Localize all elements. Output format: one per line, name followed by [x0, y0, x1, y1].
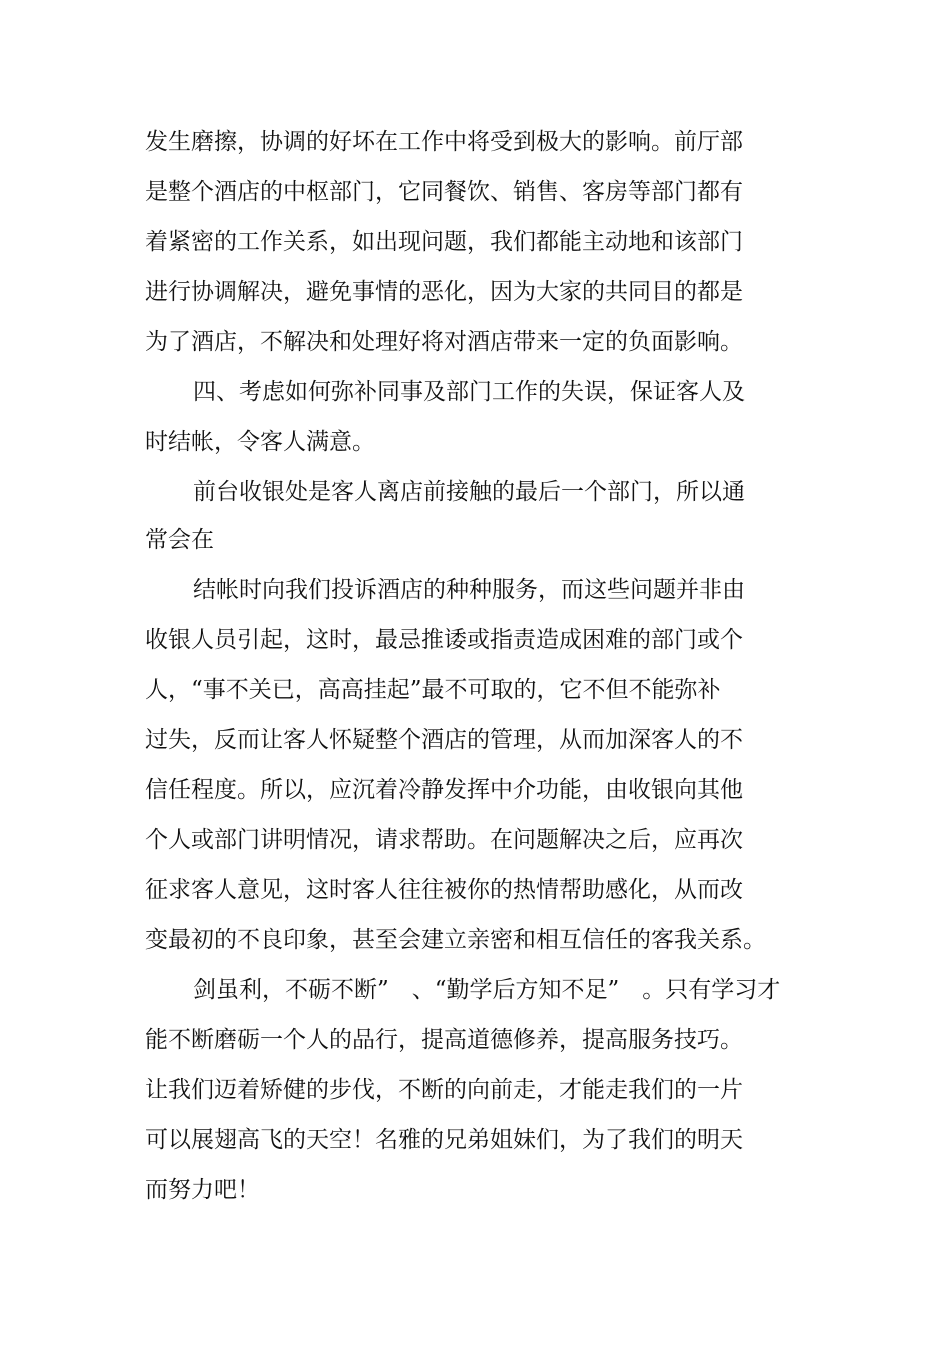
text-line: 发生磨擦，协调的好坏在工作中将受到极大的影响。前厅部	[145, 129, 743, 155]
text-line: 前台收银处是客人离店前接触的最后一个部门，所以通	[193, 479, 745, 505]
text-line: 信任程度。所以，应沉着冷静发挥中介功能，由收银向其他	[145, 777, 743, 803]
text-line: 是整个酒店的中枢部门，它同餐饮、销售、客房等部门都有	[145, 179, 743, 205]
text-line: 着紧密的工作关系，如出现问题，我们都能主动地和该部门	[145, 229, 743, 255]
text-line: 人，“事不关已，高高挂起”最不可取的，它不但不能弥补	[145, 677, 721, 703]
text-line: 可以展翅高飞的天空！名雅的兄弟姐妹们，为了我们的明天	[145, 1127, 743, 1153]
text-line: 而努力吧！	[145, 1177, 260, 1203]
text-line: 为了酒店，不解决和处理好将对酒店带来一定的负面影响。	[145, 329, 743, 355]
text-line: 常会在	[145, 527, 214, 553]
text-line: 变最初的不良印象，甚至会建立亲密和相互信任的客我关系。	[145, 927, 766, 953]
text-line: 能不断磨砺一个人的品行，提高道德修养，提高服务技巧。	[145, 1027, 743, 1053]
text-line: 征求客人意见，这时客人往往被你的热情帮助感化，从而改	[145, 877, 743, 903]
text-line: 剑虽利，不砺不断” 、“勤学后方知不足” 。只有学习才	[193, 977, 781, 1003]
text-line: 让我们迈着矫健的步伐，不断的向前走，才能走我们的一片	[145, 1077, 743, 1103]
text-line: 收银人员引起，这时，最忌推诿或指责造成困难的部门或个	[145, 627, 743, 653]
text-line: 四、考虑如何弥补同事及部门工作的失误，保证客人及	[193, 379, 745, 405]
text-line: 时结帐，令客人满意。	[145, 429, 375, 455]
text-line: 结帐时向我们投诉酒店的种种服务，而这些问题并非由	[193, 577, 745, 603]
text-line: 进行协调解决，避免事情的恶化，因为大家的共同目的都是	[145, 279, 743, 305]
text-line: 过失，反而让客人怀疑整个酒店的管理，从而加深客人的不	[145, 727, 743, 753]
text-line: 个人或部门讲明情况，请求帮助。在问题解决之后，应再次	[145, 827, 743, 853]
